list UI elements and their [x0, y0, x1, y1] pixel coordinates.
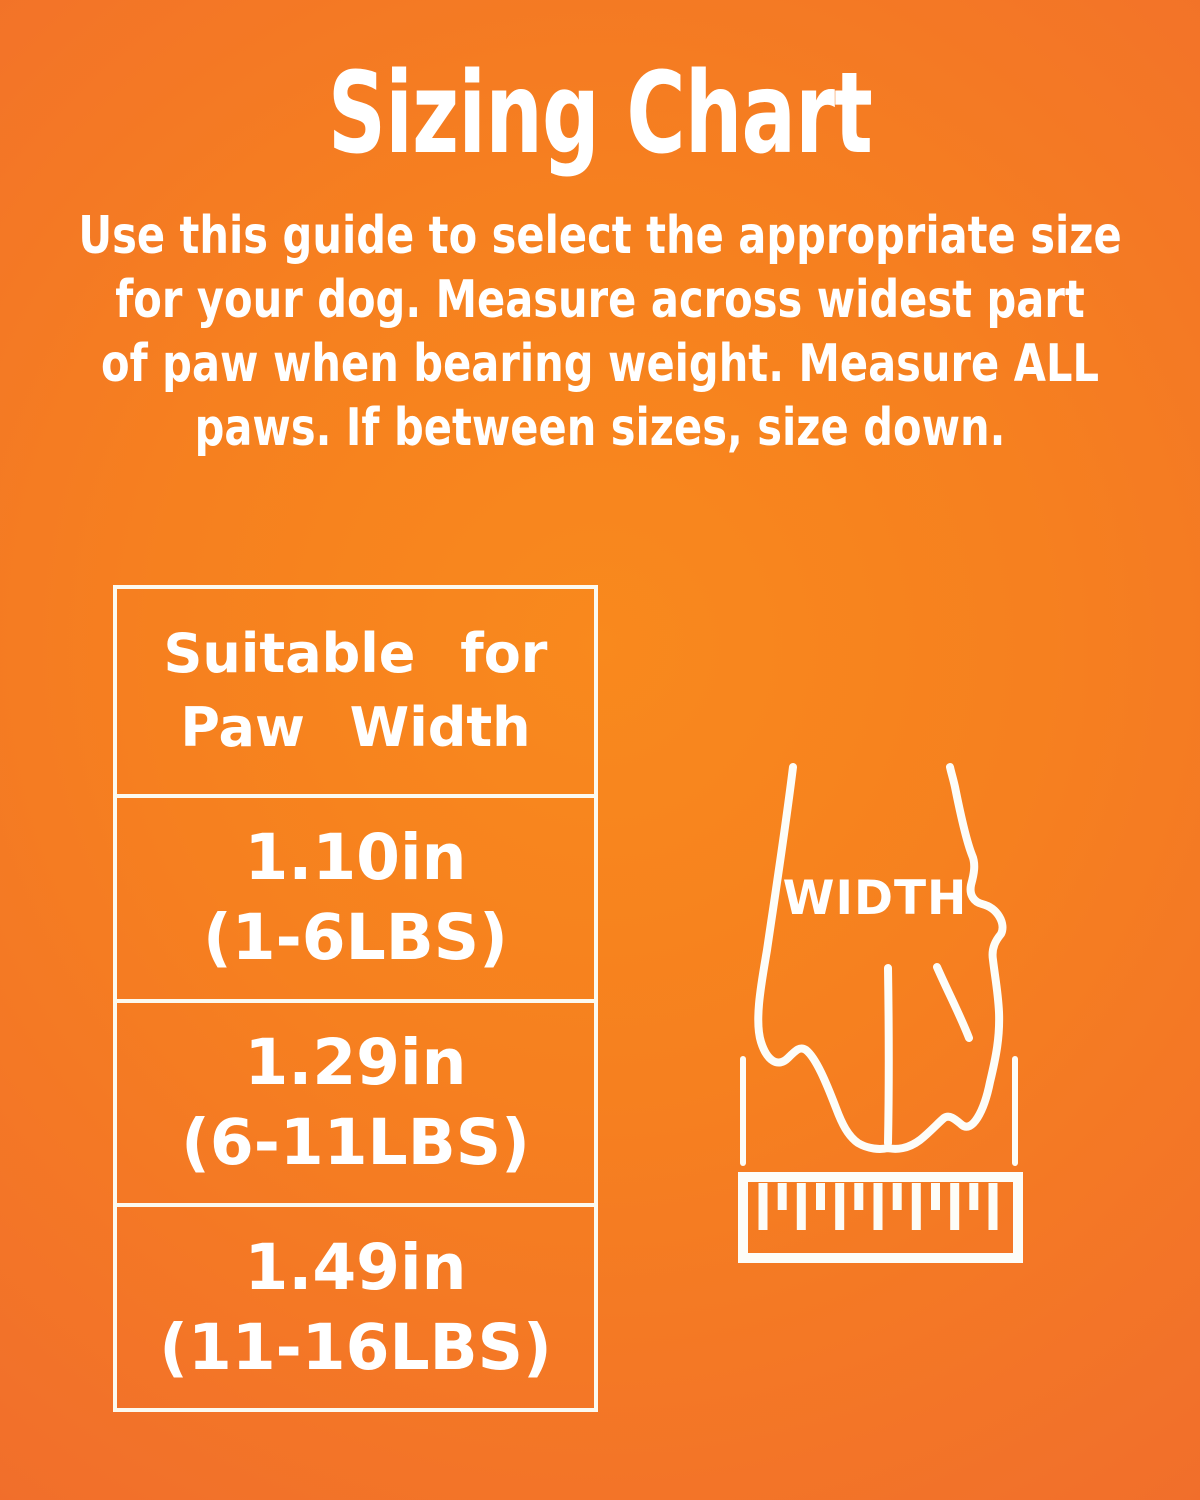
weight-range: (6-11LBS) — [181, 1105, 530, 1179]
ruler-icon — [743, 1177, 1018, 1258]
intro-text — [0, 204, 1200, 460]
intro-line: for your dog. Measure across widest part — [115, 270, 1085, 330]
intro-line: of paw when bearing weight. Measure ALL — [101, 334, 1099, 394]
table-header-cell — [117, 589, 594, 794]
page-title: Sizing Chart — [327, 49, 873, 179]
paw-width-diagram — [728, 752, 1036, 1267]
size-value: 1.10in — [244, 821, 467, 895]
intro-line: paws. If between sizes, size down. — [194, 398, 1006, 458]
size-value: 1.49in — [244, 1230, 467, 1304]
header-line-2: Paw Width — [180, 696, 531, 760]
toe-inner-line — [937, 967, 969, 1038]
weight-range: (11-16LBS) — [159, 1310, 552, 1384]
table-row — [117, 1203, 594, 1408]
size-table — [113, 585, 598, 1412]
paw-outline-icon — [758, 767, 1002, 1149]
table-row — [117, 999, 594, 1204]
size-value: 1.29in — [244, 1025, 467, 1099]
toe-split-line — [888, 968, 889, 1143]
weight-range: (1-6LBS) — [203, 901, 508, 975]
header-line-1: Suitable for — [163, 622, 548, 686]
width-label: WIDTH — [782, 871, 968, 926]
table-row — [117, 794, 594, 999]
intro-line: Use this guide to select the appropriate size — [78, 206, 1122, 266]
